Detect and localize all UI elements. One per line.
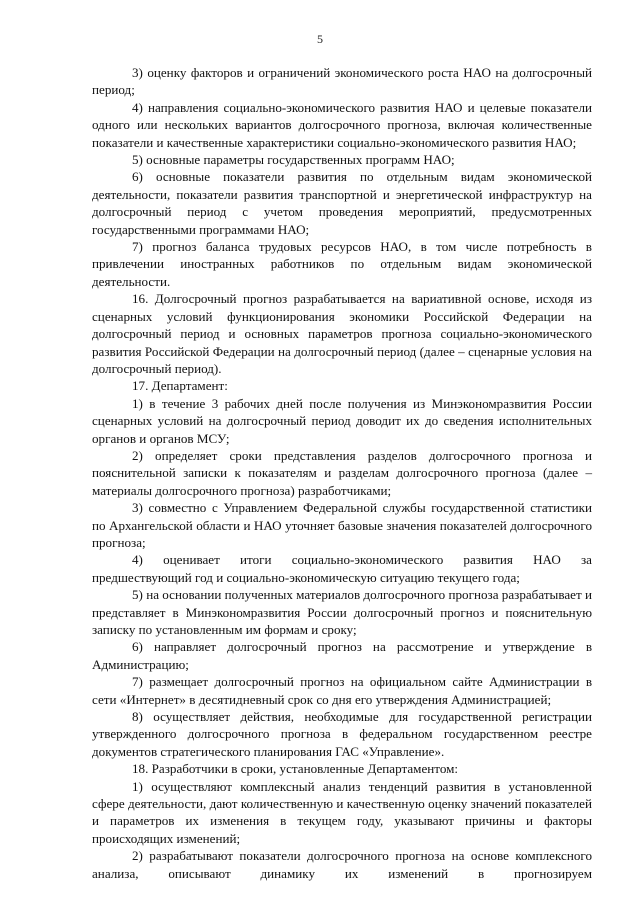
clause-17-item-6: 6) направляет долгосрочный прогноз на рассмотрение и утверждение в Администрацию; bbox=[92, 639, 592, 672]
document-body bbox=[92, 64, 592, 882]
paragraph-item-3: 3) оценку факторов и ограничений экономического роста НАО на долгосрочный период; bbox=[92, 65, 592, 98]
clause-17-item-1: 1) в течение 3 рабочих дней после получения из Минэкономразвития России сценарных условий на долгосрочный период доводит их до сведения исполнительных органов и органов МСУ; bbox=[92, 395, 592, 446]
clause-17-item-5: 5) на основании полученных материалов долгосрочного прогноза разрабатывает и представляет в Минэкономразвития России долгосрочный прогноз и пояснительную записку по установленным им формам и сроку; bbox=[92, 587, 592, 637]
clause-17-item-7: 7) размещает долгосрочный прогноз на официальном сайте Администрации в сети «Интернет» в десятидневный срок со дня его утверждения Администрацией; bbox=[92, 674, 592, 707]
clause-17-item-2: 2) определяет сроки представления разделов долгосрочного прогноза и пояснительной записки к показателям и разделам долгосрочного прогноза (далее – материалы долгосрочного прогноза) разработчиками; bbox=[92, 447, 592, 498]
clause-18-item-1: 1) осуществляют комплексный анализ тенденций развития в установленной сфере деятельности, дают количественную и качественную оценку значений показателей и параметров их изменения в текущем году, указывают причины и факторы происходящих изменений; bbox=[92, 778, 592, 846]
paragraph-item-6: 6) основные показатели развития по отдельным видам экономической деятельности, показатели развития транспортной и энергетической инфраструктур на долгосрочный период с учетом проведения мероприятий, предусмотренных государственными программами НАО; bbox=[92, 169, 592, 237]
clause-16: 16. Долгосрочный прогноз разрабатывается на вариативной основе, исходя из сценарных условий функционирования экономики Российской Федерации на долгосрочный период и основных параметров прогноза социально-экономического развития Российской Федерации на долгосрочный период (далее – сценарные условия на долгосрочный период). bbox=[92, 291, 592, 376]
clause-17-item-8: 8) осуществляет действия, необходимые для государственной регистрации утвержденного долгосрочного прогноза в федеральном государственном реестре документов стратегического планирования ГАС «Управление». bbox=[92, 709, 592, 759]
paragraph-item-7: 7) прогноз баланса трудовых ресурсов НАО, в том числе потребность в привлечении иностранных работников по отдельным видам экономической деятельности. bbox=[92, 239, 592, 289]
paragraph-item-5: 5) основные параметры государственных программ НАО; bbox=[132, 152, 455, 168]
paragraph-item-4: 4) направления социально-экономического развития НАО и целевые показатели одного или нескольких вариантов долгосрочного прогноза, включая количественные показатели и качественные характеристики социально-экономического развития НАО; bbox=[92, 99, 592, 150]
clause-18-heading: 18. Разработчики в сроки, установленные Департаментом: bbox=[132, 761, 459, 777]
clause-17-heading: 17. Департамент: bbox=[132, 378, 228, 394]
clause-17-item-4: 4) оценивает итоги социально-экономического развития НАО за предшествующий год и социально-экономическую ситуацию текущего года; bbox=[92, 552, 592, 585]
page-number: 5 bbox=[317, 32, 323, 46]
clause-17-item-3: 3) совместно с Управлением Федеральной службы государственной статистики по Архангельской области и НАО уточняет базовые значения показателей долгосрочного прогноза; bbox=[92, 500, 592, 550]
clause-18-item-2: 2) разрабатывают показатели долгосрочного прогноза на основе комплексного анализа, описывают динамику их изменений в прогнозируем bbox=[92, 848, 592, 881]
